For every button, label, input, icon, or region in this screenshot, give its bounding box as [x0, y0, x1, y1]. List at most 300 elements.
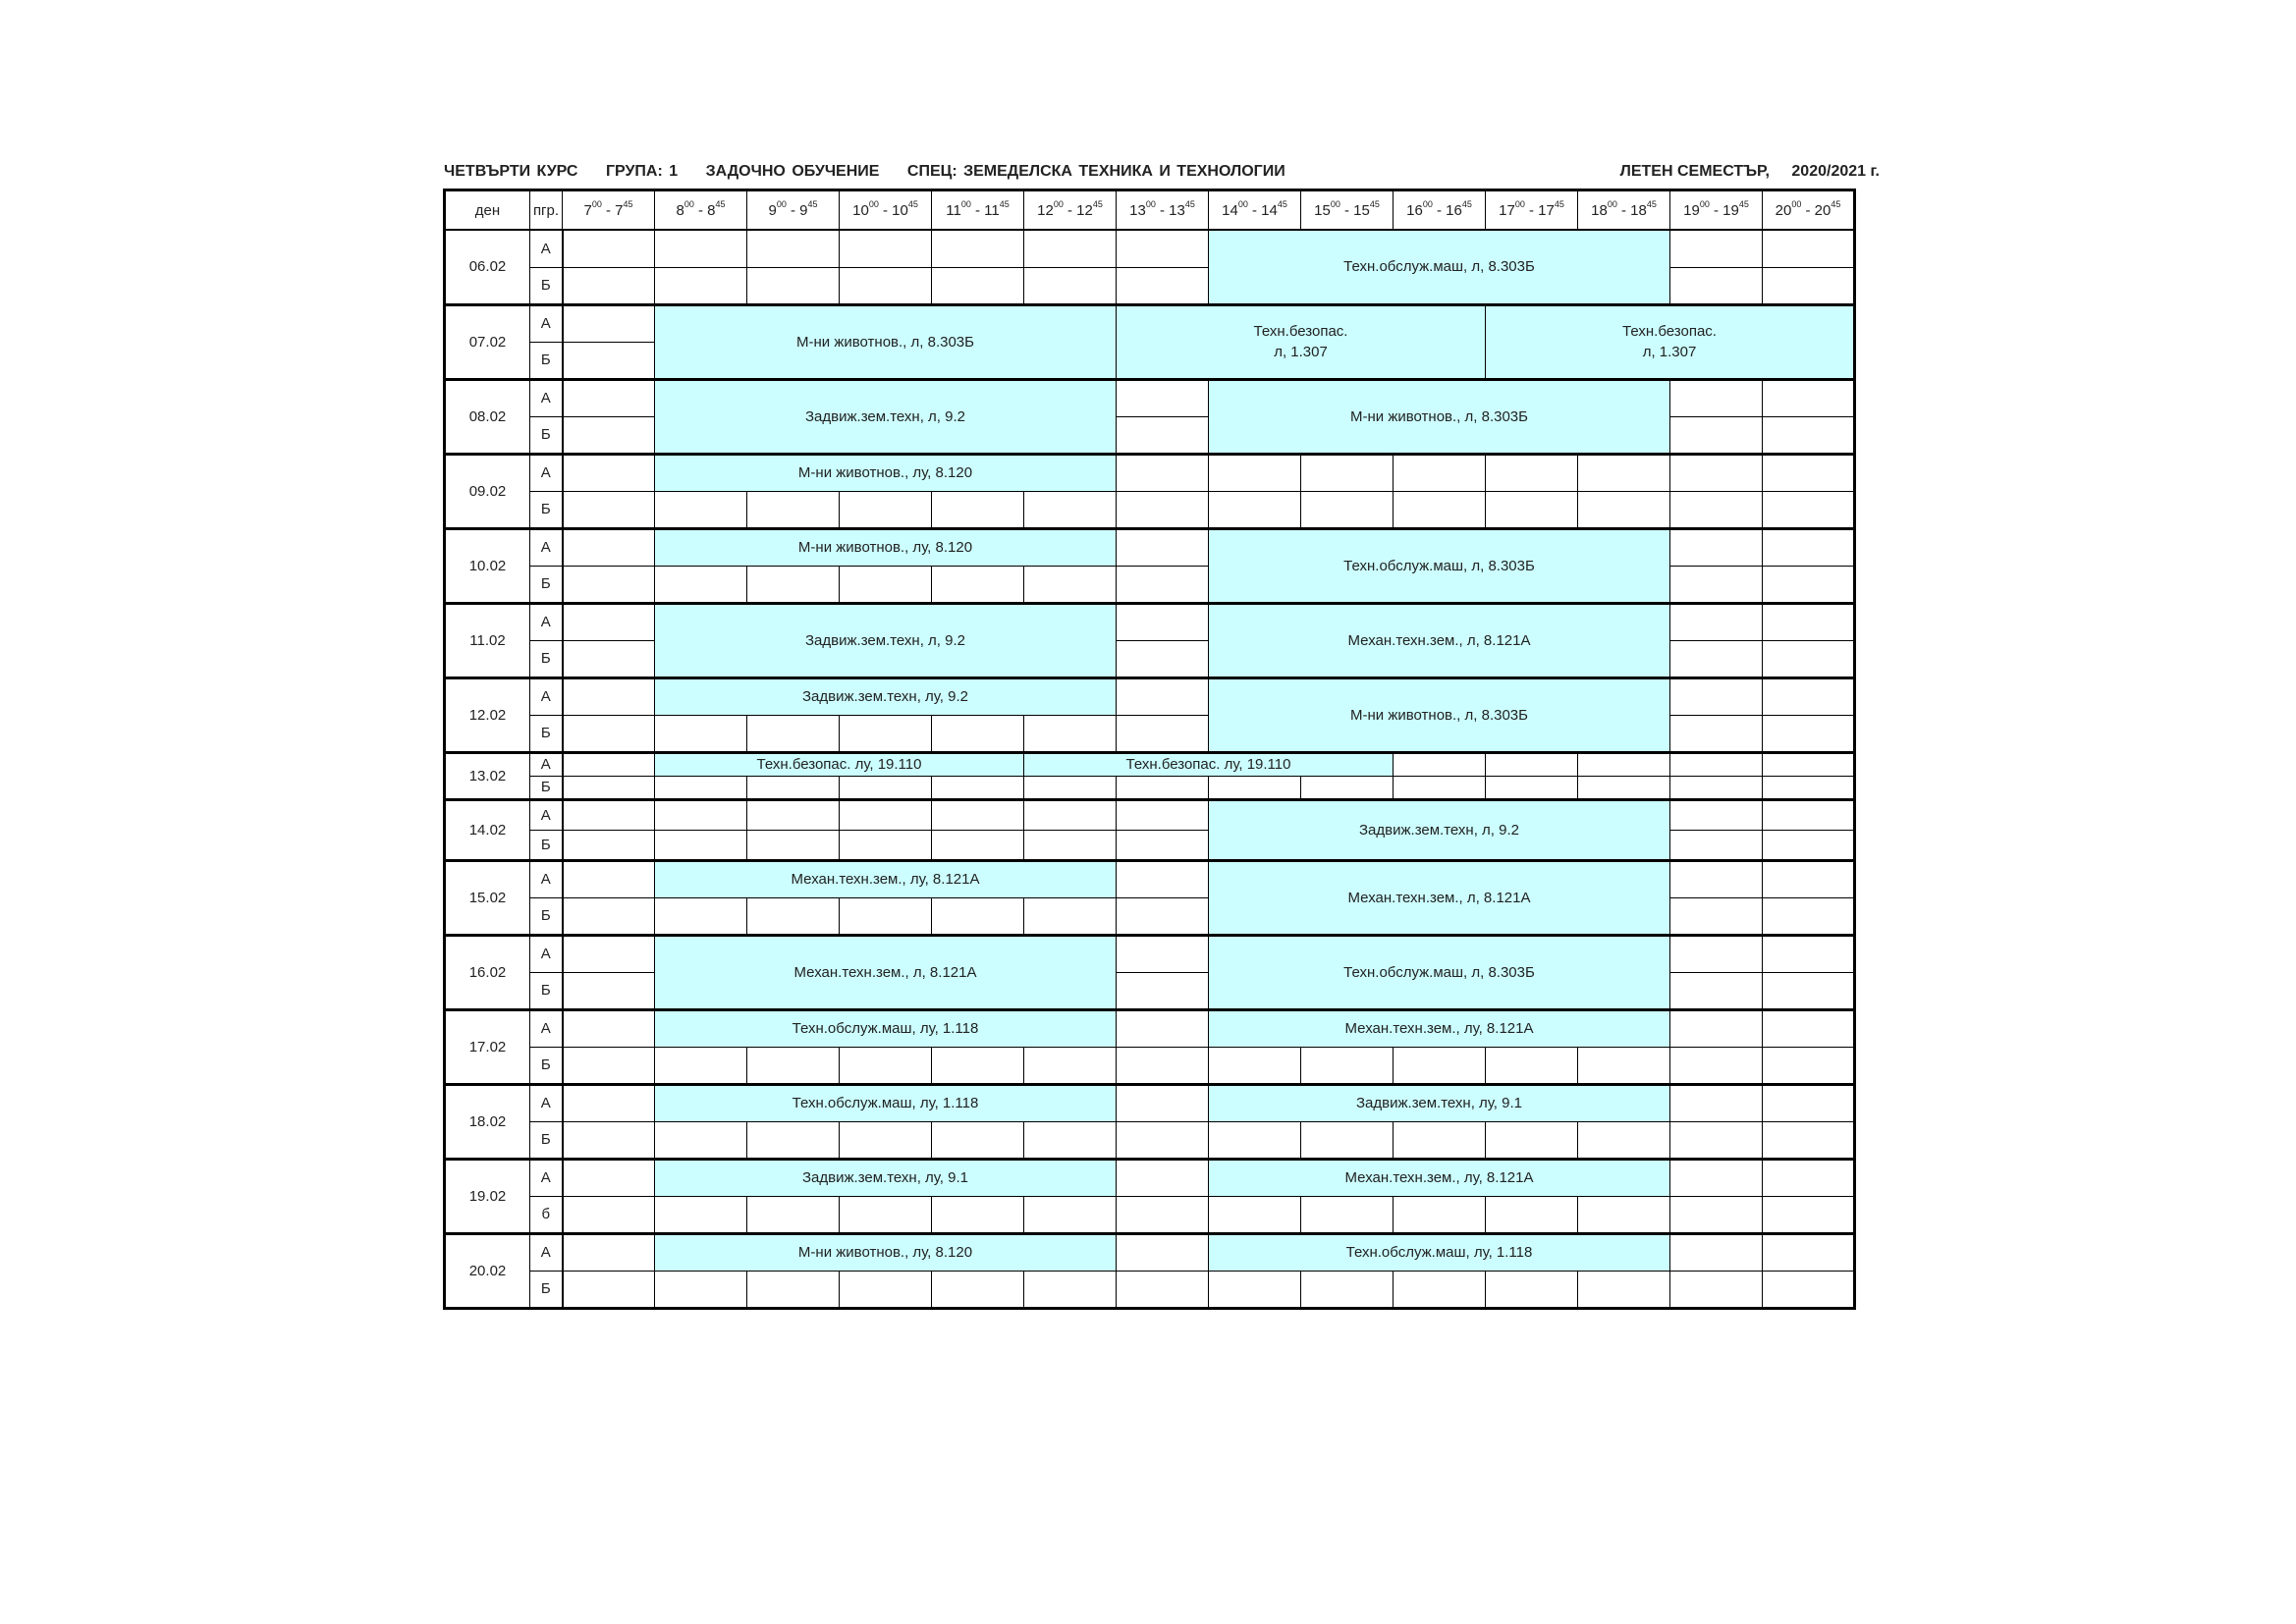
session-title: Задвиж.зем.техн, лу, 9.1	[1355, 1095, 1522, 1111]
subgroup-label: А	[530, 935, 563, 972]
empty-slot	[1763, 776, 1855, 799]
empty-slot	[563, 267, 655, 304]
day-date: 10.02	[445, 528, 530, 603]
empty-slot	[1578, 491, 1670, 528]
empty-slot	[1578, 1121, 1670, 1159]
empty-slot	[1763, 491, 1855, 528]
empty-slot	[932, 230, 1024, 267]
day-date: 09.02	[445, 454, 530, 528]
empty-slot	[655, 897, 747, 935]
empty-slot	[1394, 1271, 1486, 1308]
semester-label: ЛЕТЕН СЕМЕСТЪР,	[1619, 163, 1770, 180]
subgroup-label: А	[530, 454, 563, 491]
empty-slot	[563, 416, 655, 454]
schedule-row-09.02-a	[445, 454, 1855, 491]
empty-slot	[1670, 1159, 1763, 1196]
empty-slot	[563, 715, 655, 752]
empty-slot	[1670, 830, 1763, 860]
empty-slot	[655, 1196, 747, 1233]
day-date: 11.02	[445, 603, 530, 677]
session-room: л, 1.307	[1642, 344, 1697, 360]
session-title: Техн.обслуж.маш, лу, 1.118	[792, 1020, 979, 1037]
day-date: 08.02	[445, 379, 530, 454]
schedule-row-07.02-a	[445, 304, 1855, 342]
schedule-row-06.02-a	[445, 230, 1855, 267]
empty-slot	[840, 566, 932, 603]
empty-slot	[1301, 1121, 1394, 1159]
time-header-row	[445, 190, 1855, 231]
class-session[interactable]	[1209, 230, 1670, 304]
class-session[interactable]	[655, 603, 1117, 677]
class-session[interactable]	[1209, 1159, 1670, 1196]
empty-slot	[1117, 1047, 1209, 1084]
subgroup-label: Б	[530, 972, 563, 1009]
empty-slot	[1763, 528, 1855, 566]
subgroup-label: А	[530, 304, 563, 342]
session-title: М-ни животнов., лу, 8.120	[797, 1244, 973, 1261]
class-session[interactable]	[1209, 860, 1670, 935]
class-session[interactable]	[1209, 603, 1670, 677]
schedule-row-14.02-a	[445, 799, 1855, 830]
empty-slot	[747, 230, 840, 267]
empty-slot	[563, 1009, 655, 1047]
empty-slot	[1394, 491, 1486, 528]
empty-slot	[563, 897, 655, 935]
day-date: 15.02	[445, 860, 530, 935]
time-slot-header: $7^{00} - 7^{45}$	[563, 190, 655, 231]
subgroup-label: А	[530, 677, 563, 715]
empty-slot	[1117, 603, 1209, 640]
empty-slot	[1117, 491, 1209, 528]
class-session[interactable]	[655, 1159, 1117, 1196]
empty-slot	[1763, 677, 1855, 715]
empty-slot	[1670, 1009, 1763, 1047]
empty-slot	[747, 491, 840, 528]
empty-slot	[563, 304, 655, 342]
class-session[interactable]	[655, 454, 1117, 491]
time-slot-header: $9^{00} - 9^{45}$	[747, 190, 840, 231]
subgroup-label: Б	[530, 267, 563, 304]
subgroup-label: Б	[530, 342, 563, 379]
empty-slot	[1024, 1271, 1117, 1308]
session-title: М-ни животнов., л, 8.303Б	[1350, 407, 1528, 425]
empty-slot	[1763, 566, 1855, 603]
empty-slot	[1209, 1196, 1301, 1233]
empty-slot	[1301, 1047, 1394, 1084]
empty-slot	[563, 603, 655, 640]
session-title: Задвиж.зем.техн, л, 9.2	[804, 631, 965, 649]
session-title: Механ.техн.зем., л, 8.121А	[1347, 889, 1531, 906]
empty-slot	[747, 897, 840, 935]
empty-slot	[1117, 860, 1209, 897]
time-slot-header: $16^{00} - 16^{45}$	[1394, 190, 1486, 231]
empty-slot	[563, 1084, 655, 1121]
empty-slot	[1486, 1047, 1578, 1084]
empty-slot	[1763, 1271, 1855, 1308]
empty-slot	[840, 1121, 932, 1159]
empty-slot	[1301, 1196, 1394, 1233]
time-slot-header: $17^{00} - 17^{45}$	[1486, 190, 1578, 231]
empty-slot	[840, 491, 932, 528]
subgroup-label: А	[530, 528, 563, 566]
empty-slot	[840, 1196, 932, 1233]
time-slot-header: $8^{00} - 8^{45}$	[655, 190, 747, 231]
empty-slot	[1578, 454, 1670, 491]
empty-slot	[1763, 1233, 1855, 1271]
empty-slot	[1670, 715, 1763, 752]
subgroup-label: Б	[530, 830, 563, 860]
empty-slot	[1486, 752, 1578, 776]
subgroup-label: А	[530, 1159, 563, 1196]
empty-slot	[1763, 1009, 1855, 1047]
empty-slot	[1024, 491, 1117, 528]
empty-slot	[932, 1047, 1024, 1084]
empty-slot	[747, 1196, 840, 1233]
time-slot-header: $12^{00} - 12^{45}$	[1024, 190, 1117, 231]
empty-slot	[932, 715, 1024, 752]
class-session[interactable]	[655, 752, 1024, 776]
session-title: Механ.техн.зем., л, 8.121А	[1347, 631, 1531, 649]
empty-slot	[1024, 267, 1117, 304]
class-session[interactable]	[1209, 1084, 1670, 1121]
empty-slot	[747, 830, 840, 860]
empty-slot	[840, 897, 932, 935]
subgroup-label: А	[530, 799, 563, 830]
empty-slot	[1763, 454, 1855, 491]
class-session[interactable]	[655, 304, 1117, 379]
empty-slot	[1763, 972, 1855, 1009]
empty-slot	[563, 935, 655, 972]
empty-slot	[1117, 528, 1209, 566]
empty-slot	[1670, 416, 1763, 454]
subgroup-label: А	[530, 1233, 563, 1271]
session-title: Техн.обслуж.маш, л, 8.303Б	[1343, 963, 1535, 981]
empty-slot	[747, 1121, 840, 1159]
day-date: 20.02	[445, 1233, 530, 1308]
empty-slot	[1670, 799, 1763, 830]
session-title: Задвиж.зем.техн, л, 9.2	[1358, 821, 1519, 839]
empty-slot	[1117, 1271, 1209, 1308]
class-session[interactable]	[1024, 752, 1394, 776]
class-session[interactable]	[1209, 379, 1670, 454]
subgroup-label: Б	[530, 640, 563, 677]
empty-slot	[563, 776, 655, 799]
empty-slot	[747, 566, 840, 603]
empty-slot	[840, 267, 932, 304]
empty-slot	[1394, 752, 1486, 776]
empty-slot	[1670, 752, 1763, 776]
class-session[interactable]	[655, 379, 1117, 454]
empty-slot	[1117, 1196, 1209, 1233]
schedule-row-11.02-a	[445, 603, 1855, 640]
empty-slot	[932, 267, 1024, 304]
empty-slot	[1670, 1233, 1763, 1271]
empty-slot	[655, 1121, 747, 1159]
empty-slot	[563, 830, 655, 860]
empty-slot	[932, 491, 1024, 528]
empty-slot	[563, 972, 655, 1009]
session-title: М-ни животнов., лу, 8.120	[797, 464, 973, 481]
empty-slot	[1486, 454, 1578, 491]
empty-slot	[1394, 776, 1486, 799]
time-slot-header: $10^{00} - 10^{45}$	[840, 190, 932, 231]
empty-slot	[1763, 1047, 1855, 1084]
session-title: Механ.техн.зем., л, 8.121А	[793, 963, 977, 981]
session-title: Механ.техн.зем., лу, 8.121А	[791, 871, 980, 888]
schedule-row-13.02-a	[445, 752, 1855, 776]
empty-slot	[563, 528, 655, 566]
group-label: ГРУПА: 1	[605, 163, 679, 180]
empty-slot	[655, 491, 747, 528]
empty-slot	[932, 566, 1024, 603]
empty-slot	[1670, 640, 1763, 677]
empty-slot	[1670, 1047, 1763, 1084]
day-date: 07.02	[445, 304, 530, 379]
class-session[interactable]	[1209, 1233, 1670, 1271]
empty-slot	[1024, 566, 1117, 603]
empty-slot	[840, 230, 932, 267]
empty-slot	[1024, 230, 1117, 267]
empty-slot	[1301, 776, 1394, 799]
schedule-row-17.02-b	[445, 1047, 1855, 1084]
empty-slot	[747, 267, 840, 304]
empty-slot	[1117, 566, 1209, 603]
empty-slot	[1117, 935, 1209, 972]
schedule-header	[444, 163, 1880, 185]
empty-slot	[1117, 267, 1209, 304]
empty-slot	[1670, 491, 1763, 528]
empty-slot	[563, 677, 655, 715]
empty-slot	[932, 1196, 1024, 1233]
time-slot-header: $11^{00} - 11^{45}$	[932, 190, 1024, 231]
empty-slot	[1117, 972, 1209, 1009]
session-title: Задвиж.зем.техн, лу, 9.1	[801, 1169, 968, 1186]
subgroup-label: А	[530, 1009, 563, 1047]
empty-slot	[1763, 1196, 1855, 1233]
subgroup-label: Б	[530, 566, 563, 603]
empty-slot	[1670, 566, 1763, 603]
empty-slot	[1117, 715, 1209, 752]
empty-slot	[1670, 860, 1763, 897]
subgroup-label: б	[530, 1196, 563, 1233]
empty-slot	[747, 1271, 840, 1308]
empty-slot	[563, 454, 655, 491]
empty-slot	[1024, 897, 1117, 935]
empty-slot	[840, 1271, 932, 1308]
empty-slot	[747, 799, 840, 830]
session-title: Задвиж.зем.техн, л, 9.2	[804, 407, 965, 425]
empty-slot	[563, 566, 655, 603]
empty-slot	[1301, 454, 1394, 491]
schedule-row-19.02-b	[445, 1196, 1855, 1233]
schedule-row-18.02-b	[445, 1121, 1855, 1159]
session-title: Техн.безопас. лу, 19.110	[1125, 756, 1291, 773]
empty-slot	[747, 776, 840, 799]
empty-slot	[563, 860, 655, 897]
empty-slot	[563, 1271, 655, 1308]
class-session[interactable]	[1209, 677, 1670, 752]
session-title: Техн.безопас.	[1253, 323, 1348, 340]
empty-slot	[1394, 1047, 1486, 1084]
empty-slot	[655, 799, 747, 830]
class-session[interactable]	[655, 860, 1117, 897]
empty-slot	[1117, 830, 1209, 860]
day-date: 06.02	[445, 230, 530, 304]
class-session[interactable]	[1209, 935, 1670, 1009]
day-date: 17.02	[445, 1009, 530, 1084]
empty-slot	[1578, 1271, 1670, 1308]
empty-slot	[1394, 1196, 1486, 1233]
class-session[interactable]	[655, 1233, 1117, 1271]
empty-slot	[655, 776, 747, 799]
empty-slot	[1763, 752, 1855, 776]
empty-slot	[932, 1121, 1024, 1159]
empty-slot	[1670, 776, 1763, 799]
class-session[interactable]	[655, 935, 1117, 1009]
empty-slot	[932, 799, 1024, 830]
subgroup-label: Б	[530, 1271, 563, 1308]
empty-slot	[1301, 491, 1394, 528]
schedule-row-13.02-b	[445, 776, 1855, 799]
empty-slot	[840, 1047, 932, 1084]
schedule-row-18.02-a	[445, 1084, 1855, 1121]
empty-slot	[1024, 776, 1117, 799]
empty-slot	[1486, 1121, 1578, 1159]
header-right	[1603, 163, 1880, 181]
session-title: Механ.техн.зем., лу, 8.121А	[1344, 1169, 1534, 1186]
class-session[interactable]	[655, 1009, 1117, 1047]
empty-slot	[1763, 1121, 1855, 1159]
empty-slot	[1024, 1121, 1117, 1159]
empty-slot	[1763, 640, 1855, 677]
empty-slot	[1670, 1196, 1763, 1233]
subgroup-column-header: пгр.	[530, 190, 563, 231]
empty-slot	[1578, 1196, 1670, 1233]
empty-slot	[1209, 776, 1301, 799]
day-column-header: ден	[445, 190, 530, 231]
empty-slot	[1763, 230, 1855, 267]
empty-slot	[655, 267, 747, 304]
empty-slot	[1117, 677, 1209, 715]
class-session[interactable]	[1209, 528, 1670, 603]
session-title: Механ.техн.зем., лу, 8.121А	[1344, 1020, 1534, 1037]
empty-slot	[1117, 379, 1209, 416]
empty-slot	[932, 897, 1024, 935]
empty-slot	[563, 1159, 655, 1196]
subgroup-label: Б	[530, 776, 563, 799]
empty-slot	[1117, 230, 1209, 267]
study-mode-label: ЗАДОЧНО ОБУЧЕНИЕ	[705, 163, 880, 180]
session-title: Техн.обслуж.маш, лу, 1.118	[1345, 1244, 1533, 1261]
empty-slot	[747, 715, 840, 752]
session-title: Техн.обслуж.маш, лу, 1.118	[792, 1095, 979, 1111]
schedule-row-20.02-a	[445, 1233, 1855, 1271]
timetable	[443, 189, 1856, 1310]
schedule-row-20.02-b	[445, 1271, 1855, 1308]
subgroup-label: Б	[530, 416, 563, 454]
session-title: М-ни животнов., лу, 8.120	[797, 539, 973, 556]
empty-slot	[1117, 799, 1209, 830]
empty-slot	[1486, 1271, 1578, 1308]
schedule-row-08.02-a	[445, 379, 1855, 416]
empty-slot	[1670, 379, 1763, 416]
empty-slot	[1209, 1047, 1301, 1084]
class-session[interactable]	[1209, 799, 1670, 860]
class-session[interactable]	[655, 677, 1117, 715]
empty-slot	[1763, 379, 1855, 416]
session-title: Задвиж.зем.техн, лу, 9.2	[801, 688, 968, 705]
empty-slot	[840, 830, 932, 860]
session-title: Техн.обслуж.маш, л, 8.303Б	[1343, 557, 1535, 574]
empty-slot	[840, 776, 932, 799]
subgroup-label: А	[530, 230, 563, 267]
class-session[interactable]	[1209, 1009, 1670, 1047]
subgroup-label: А	[530, 860, 563, 897]
session-title: М-ни животнов., л, 8.303Б	[796, 333, 974, 351]
class-session[interactable]	[655, 1084, 1117, 1121]
empty-slot	[1763, 1084, 1855, 1121]
empty-slot	[1024, 1196, 1117, 1233]
subgroup-label: Б	[530, 715, 563, 752]
day-date: 19.02	[445, 1159, 530, 1233]
subgroup-label: Б	[530, 491, 563, 528]
empty-slot	[1670, 230, 1763, 267]
empty-slot	[747, 1047, 840, 1084]
empty-slot	[1578, 752, 1670, 776]
schedule-row-16.02-a	[445, 935, 1855, 972]
course-label: ЧЕТВЪРТИ КУРС	[444, 163, 578, 180]
specialty-label: СПЕЦ: ЗЕМЕДЕЛСКА ТЕХНИКА И ТЕХНОЛОГИИ	[906, 163, 1285, 180]
time-slot-header: $15^{00} - 15^{45}$	[1301, 190, 1394, 231]
empty-slot	[1117, 897, 1209, 935]
schedule-row-10.02-a	[445, 528, 1855, 566]
class-session[interactable]	[1117, 304, 1486, 379]
empty-slot	[1024, 799, 1117, 830]
empty-slot	[655, 830, 747, 860]
empty-slot	[655, 1271, 747, 1308]
empty-slot	[1763, 267, 1855, 304]
empty-slot	[840, 799, 932, 830]
empty-slot	[563, 799, 655, 830]
class-session[interactable]	[655, 528, 1117, 566]
time-slot-header: $14^{00} - 14^{45}$	[1209, 190, 1301, 231]
empty-slot	[1763, 799, 1855, 830]
academic-year-label: 2020/2021 г.	[1791, 163, 1880, 180]
session-title: Техн.безопас. лу, 19.110	[756, 756, 922, 773]
empty-slot	[1301, 1271, 1394, 1308]
time-slot-header: $13^{00} - 13^{45}$	[1117, 190, 1209, 231]
class-session[interactable]	[1486, 304, 1855, 379]
empty-slot	[563, 491, 655, 528]
day-date: 16.02	[445, 935, 530, 1009]
empty-slot	[1763, 603, 1855, 640]
empty-slot	[1024, 830, 1117, 860]
subgroup-label: А	[530, 1084, 563, 1121]
day-date: 18.02	[445, 1084, 530, 1159]
empty-slot	[1117, 1159, 1209, 1196]
schedule-row-12.02-a	[445, 677, 1855, 715]
empty-slot	[1117, 1233, 1209, 1271]
empty-slot	[1486, 776, 1578, 799]
empty-slot	[1578, 1047, 1670, 1084]
header-left	[444, 163, 1307, 181]
empty-slot	[1394, 454, 1486, 491]
subgroup-label: Б	[530, 897, 563, 935]
empty-slot	[1670, 454, 1763, 491]
empty-slot	[563, 342, 655, 379]
subgroup-label: А	[530, 603, 563, 640]
empty-slot	[1763, 715, 1855, 752]
